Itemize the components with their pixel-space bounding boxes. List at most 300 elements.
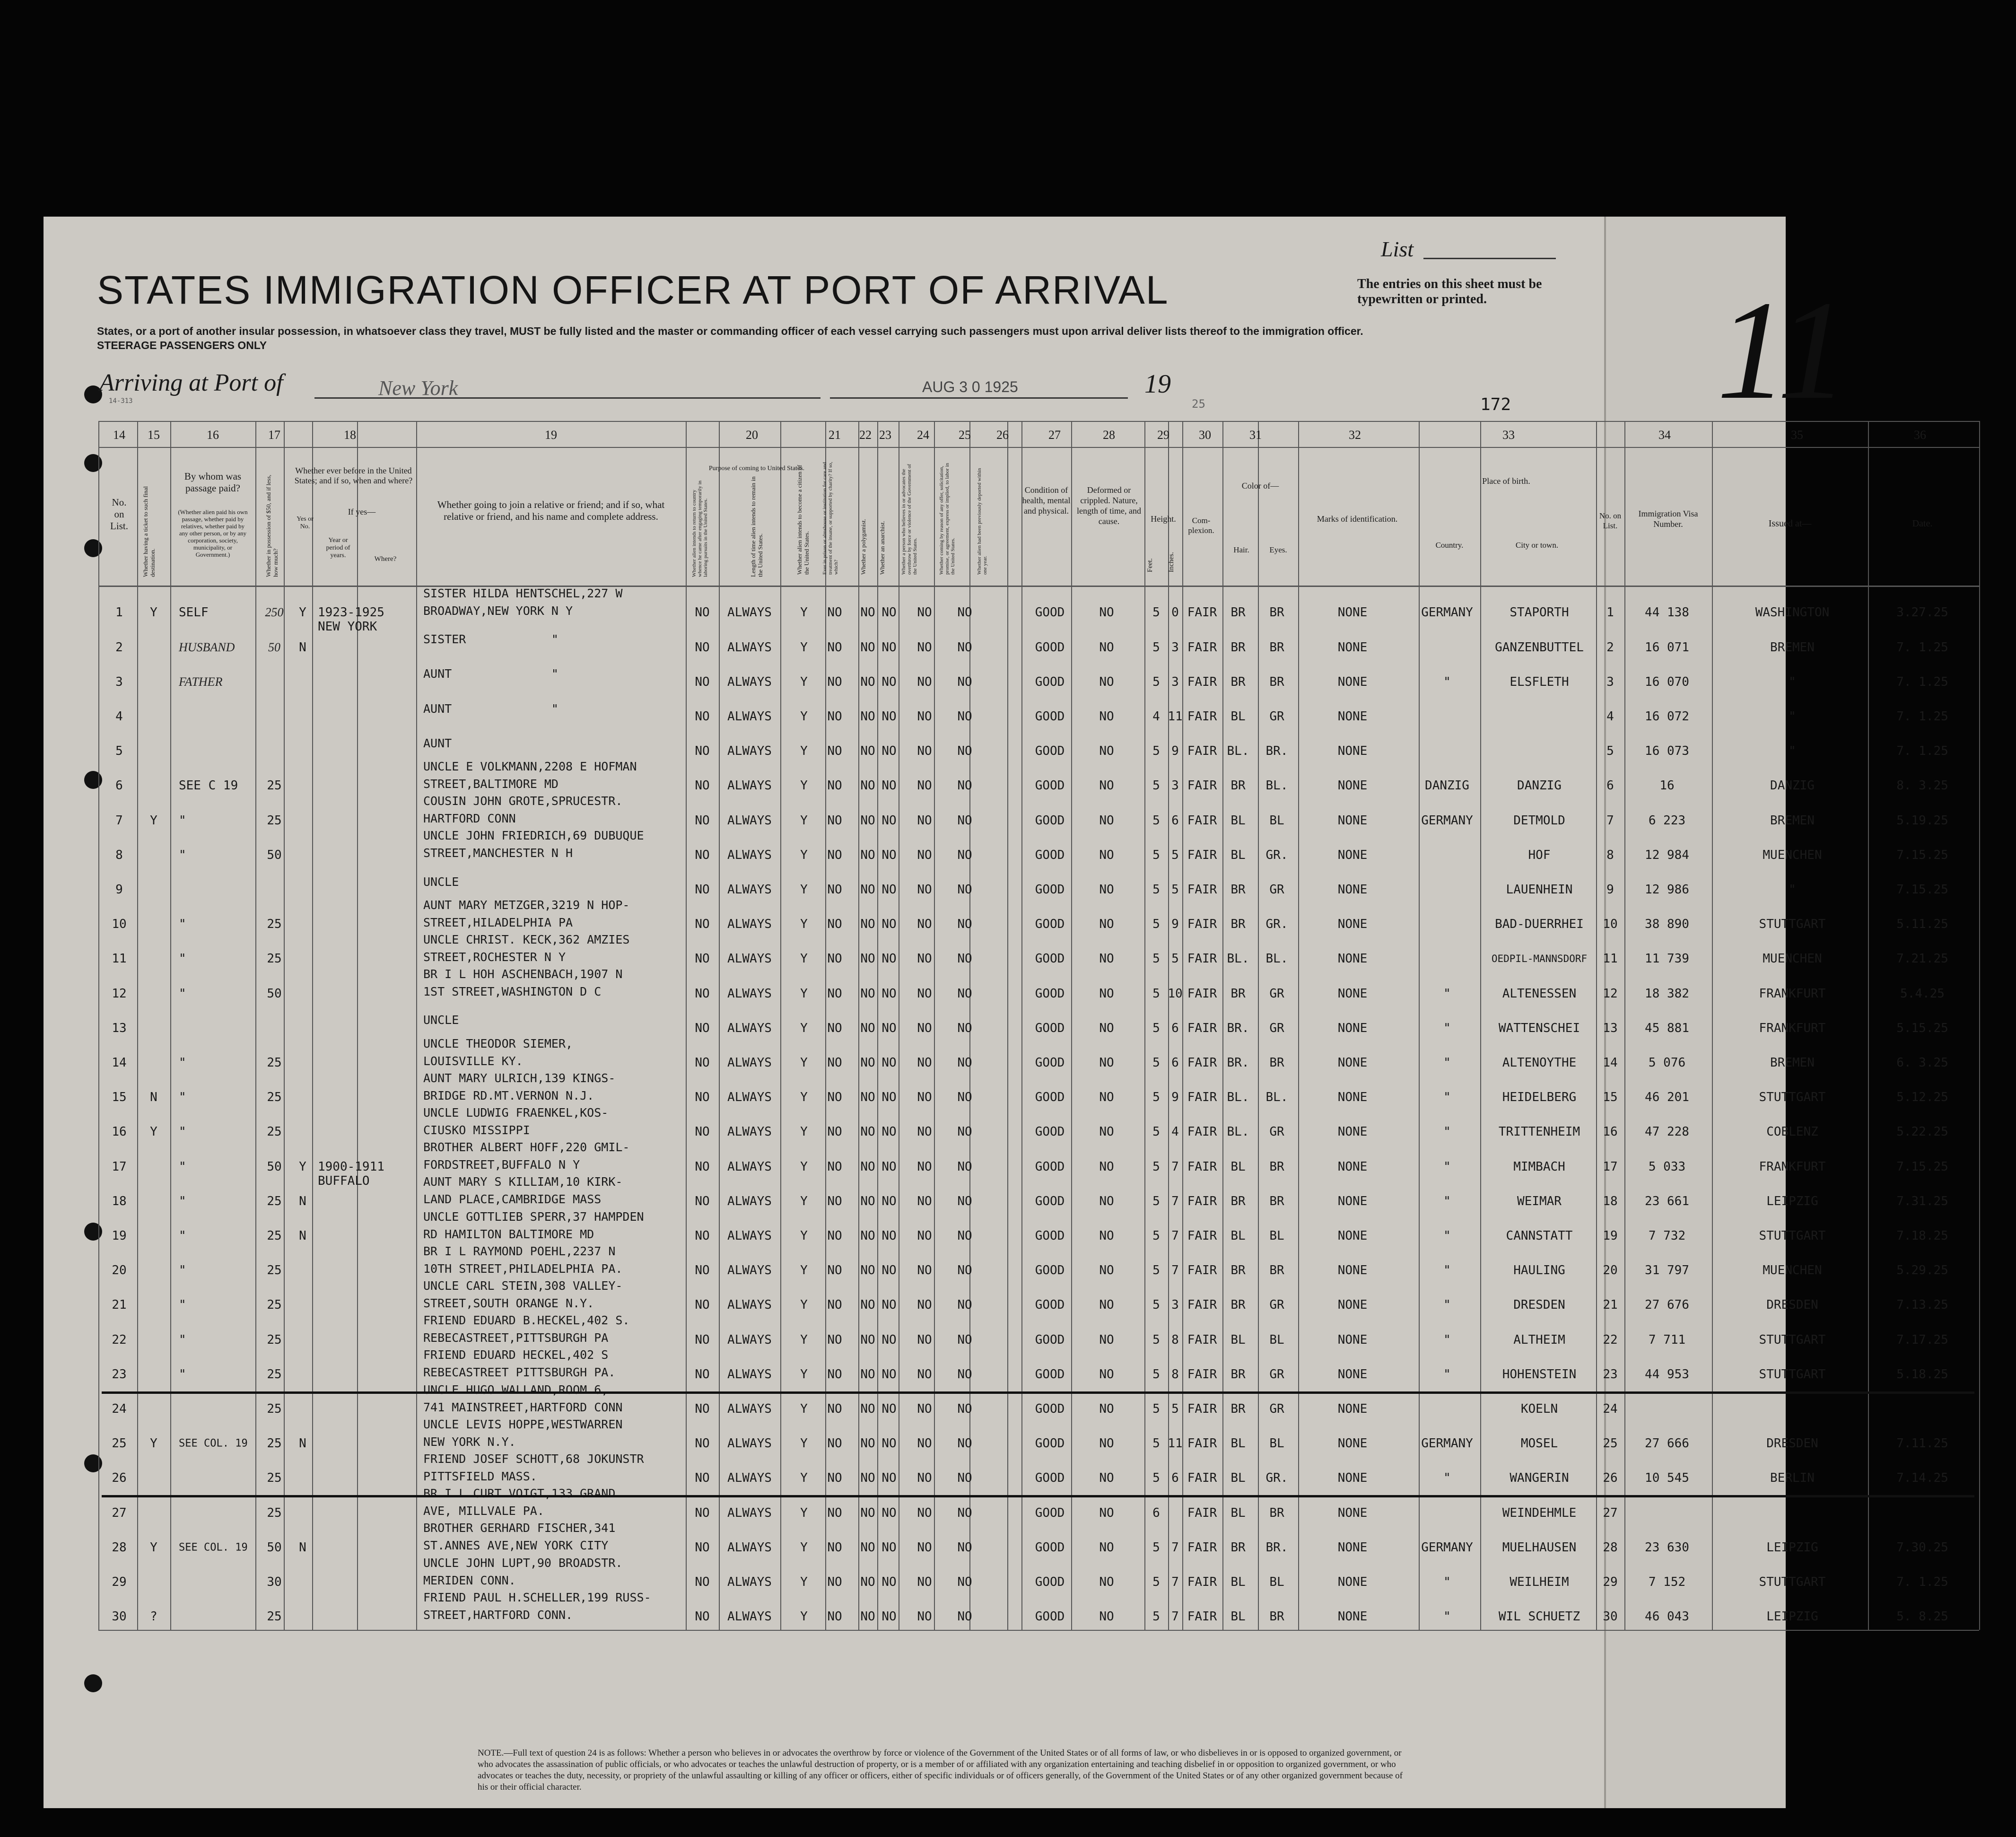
cell-p26: NO xyxy=(957,640,972,655)
form-number: 14-313 xyxy=(109,397,133,405)
cell-hair: BR xyxy=(1231,882,1246,897)
cell-list2: 10 xyxy=(1603,917,1618,932)
cell-p20a: NO xyxy=(695,1298,710,1312)
cell-list2: 14 xyxy=(1603,1055,1618,1070)
cell-p20b: ALWAYS xyxy=(727,1540,772,1555)
cell-p22: NO xyxy=(827,605,842,620)
cell-city: ALTHEIM xyxy=(1513,1332,1565,1347)
cell-joining-line: BROTHER ALBERT HOFF,220 GMIL- xyxy=(423,1140,630,1155)
cell-p21: Y xyxy=(800,1298,808,1312)
cell-city: BAD-DUERRHEI xyxy=(1495,917,1584,932)
cell-hair: BR xyxy=(1231,674,1246,689)
cell-city: MOSEL xyxy=(1520,1436,1558,1451)
cell-marks: NONE xyxy=(1337,1055,1368,1070)
cell-paid: " xyxy=(179,848,186,862)
cell-condition: GOOD xyxy=(1035,1575,1065,1589)
cell-list2: 3 xyxy=(1606,674,1614,689)
cell-issued: STUTTGART xyxy=(1759,1090,1826,1105)
cell-p25: NO xyxy=(917,1021,932,1035)
cell-p20b: ALWAYS xyxy=(727,1125,772,1139)
column-number: 31 xyxy=(1249,428,1262,442)
cell-complexion: FAIR xyxy=(1187,1125,1217,1139)
cell-country: " xyxy=(1443,1367,1451,1382)
cell-before: N xyxy=(299,1436,306,1451)
column-number: 20 xyxy=(746,428,758,442)
cell-no: 20 xyxy=(112,1263,127,1278)
column-rule xyxy=(170,421,171,1630)
cell-p21: Y xyxy=(800,1471,808,1486)
cell-country: GERMANY xyxy=(1421,813,1473,828)
cell-visa: 7 152 xyxy=(1648,1575,1686,1589)
cell-deformed: NO xyxy=(1099,1332,1114,1347)
cell-issued: STUTTGART xyxy=(1759,1228,1826,1243)
cell-condition: GOOD xyxy=(1035,848,1065,862)
cell-visa: 5 033 xyxy=(1648,1159,1686,1174)
cell-p20a: NO xyxy=(695,1436,710,1451)
cell-p26: NO xyxy=(957,1540,972,1555)
cell-city: WATTENSCHEI xyxy=(1498,1021,1580,1035)
cell-joining-line: AUNT " xyxy=(423,701,559,716)
binder-hole xyxy=(84,771,102,789)
column-number: 15 xyxy=(148,428,160,442)
cell-city: WANGERIN xyxy=(1510,1471,1569,1486)
cell-country: " xyxy=(1443,1228,1451,1243)
cell-date: 7.31.25 xyxy=(1896,1194,1948,1208)
hdr-yes-no: Yes or No. xyxy=(297,516,314,530)
cell-p20a: NO xyxy=(695,1263,710,1278)
cell-feet: 4 xyxy=(1152,709,1160,724)
cell-condition: GOOD xyxy=(1035,1194,1065,1208)
cell-joining-line: FRIEND EDUARD B.HECKEL,402 S. xyxy=(423,1313,630,1328)
cell-p26: NO xyxy=(957,674,972,689)
cell-money: 50 xyxy=(267,848,282,862)
cell-date: 7. 1.25 xyxy=(1896,674,1948,689)
cell-issued: DANZIG xyxy=(1770,779,1815,793)
cell-issued: STUTTGART xyxy=(1759,1575,1826,1589)
cell-condition: GOOD xyxy=(1035,917,1065,932)
cell-feet: 5 xyxy=(1152,605,1160,620)
cell-p20a: NO xyxy=(695,1228,710,1243)
cell-joining-line: BR I L CURT VOIGT,133 GRAND xyxy=(423,1487,616,1501)
cell-money: 30 xyxy=(267,1575,282,1589)
column-number: 26 xyxy=(996,428,1009,442)
cell-p20b: ALWAYS xyxy=(727,1194,772,1208)
cell-deformed: NO xyxy=(1099,1090,1114,1105)
cell-money: 25 xyxy=(267,779,282,793)
cell-deformed: NO xyxy=(1099,1298,1114,1312)
cell-visa: 27 666 xyxy=(1645,1436,1689,1451)
cell-complexion: FAIR xyxy=(1187,744,1217,759)
cell-country: DANZIG xyxy=(1425,779,1469,793)
cell-country: " xyxy=(1443,1575,1451,1589)
cell-marks: NONE xyxy=(1337,1021,1368,1035)
cell-condition: GOOD xyxy=(1035,1540,1065,1555)
cell-p20a: NO xyxy=(695,882,710,897)
cell-joining-line: STREET,ROCHESTER N Y xyxy=(423,950,566,964)
cell-money: 25 xyxy=(267,1194,282,1208)
cell-joining-line: BR I L HOH ASCHENBACH,1907 N xyxy=(423,967,623,981)
cell-joining-line: HARTFORD CONN xyxy=(423,812,516,826)
port-value: New York xyxy=(378,376,458,400)
cell-eyes: BR. xyxy=(1265,1540,1288,1555)
cell-visa: 7 732 xyxy=(1648,1228,1686,1243)
cell-p20b: ALWAYS xyxy=(727,744,772,759)
cell-p24: NO xyxy=(881,1263,897,1278)
cell-visa: 44 953 xyxy=(1645,1367,1689,1382)
cell-p23: NO xyxy=(860,917,875,932)
cell-p21: Y xyxy=(800,709,808,724)
cell-eyes: GR. xyxy=(1265,917,1288,932)
cell-p21: Y xyxy=(800,1401,808,1416)
cell-joining-line: UNCLE GOTTLIEB SPERR,37 HAMPDEN xyxy=(423,1209,644,1224)
cell-issued: STUTTGART xyxy=(1759,1332,1826,1347)
cell-p21: Y xyxy=(800,1263,808,1278)
cell-marks: NONE xyxy=(1337,1367,1368,1382)
cell-p22: NO xyxy=(827,1436,842,1451)
cell-issued: " xyxy=(1789,709,1796,724)
cell-inches: 6 xyxy=(1171,1471,1179,1486)
cell-feet: 5 xyxy=(1152,1298,1160,1312)
cell-money: 25 xyxy=(267,952,282,966)
column-rule xyxy=(1596,421,1597,1630)
column-number: 29 xyxy=(1157,428,1169,442)
cell-date: 5.11.25 xyxy=(1896,917,1948,932)
cell-list2: 8 xyxy=(1606,848,1614,862)
cell-joining-line: UNCLE JOHN LUPT,90 BROADSTR. xyxy=(423,1556,623,1570)
cell-money: 50 xyxy=(267,1540,282,1555)
column-rule xyxy=(1419,421,1420,1630)
cell-p21: Y xyxy=(800,1021,808,1035)
cell-p25: NO xyxy=(917,640,932,655)
list-line xyxy=(1423,258,1556,259)
cell-eyes: BR xyxy=(1269,1194,1284,1208)
column-number: 34 xyxy=(1658,428,1671,442)
cell-hair: BR xyxy=(1231,779,1246,793)
cell-city: CANNSTATT xyxy=(1506,1228,1573,1243)
cell-p23: NO xyxy=(860,1332,875,1347)
year-prefix: 19 xyxy=(1144,369,1171,399)
cell-marks: NONE xyxy=(1337,848,1368,862)
cell-no: 7 xyxy=(115,813,123,828)
cell-money: 50 xyxy=(268,640,280,654)
cell-p20b: ALWAYS xyxy=(727,709,772,724)
cell-paid: SEE C 19 xyxy=(179,779,238,793)
cell-p20b: ALWAYS xyxy=(727,1055,772,1070)
cell-joining-line: UNCLE LUDWIG FRAENKEL,KOS- xyxy=(423,1106,609,1120)
cell-p22: NO xyxy=(827,1610,842,1624)
cell-joining-line: AUNT xyxy=(423,736,452,750)
cell-deformed: NO xyxy=(1099,709,1114,724)
cell-condition: GOOD xyxy=(1035,1332,1065,1347)
cell-p23: NO xyxy=(860,882,875,897)
cell-hair: BL xyxy=(1231,1575,1246,1589)
cell-issued: DRESDEN xyxy=(1766,1298,1818,1312)
cell-deformed: NO xyxy=(1099,1471,1114,1486)
cell-deformed: NO xyxy=(1099,640,1114,655)
column-number: 28 xyxy=(1103,428,1115,442)
cell-p23: NO xyxy=(860,640,875,655)
cell-country: " xyxy=(1443,1471,1451,1486)
cell-paid: " xyxy=(179,1298,186,1312)
cell-joining-line: SISTER HILDA HENTSCHEL,227 W xyxy=(423,586,623,600)
cell-p26: NO xyxy=(957,1367,972,1382)
cell-condition: GOOD xyxy=(1035,779,1065,793)
cell-deformed: NO xyxy=(1099,1194,1114,1208)
cell-p23: NO xyxy=(860,1540,875,1555)
cell-joining-line: COUSIN JOHN GROTE,SPRUCESTR. xyxy=(423,794,623,808)
cell-p20a: NO xyxy=(695,1194,710,1208)
cell-p24: NO xyxy=(881,986,897,1001)
cell-p22: NO xyxy=(827,882,842,897)
cell-p20a: NO xyxy=(695,605,710,620)
cell-condition: GOOD xyxy=(1035,952,1065,966)
cell-joining-line: LAND PLACE,CAMBRIDGE MASS xyxy=(423,1192,602,1207)
cell-no: 13 xyxy=(112,1021,127,1035)
cell-feet: 5 xyxy=(1152,674,1160,689)
cell-p26: NO xyxy=(957,1125,972,1139)
cell-deformed: NO xyxy=(1099,1505,1114,1520)
cell-city: HOF xyxy=(1528,848,1551,862)
cell-deformed: NO xyxy=(1099,1263,1114,1278)
cell-city: MIMBACH xyxy=(1513,1159,1565,1174)
cell-deformed: NO xyxy=(1099,1540,1114,1555)
cell-date: 7.17.25 xyxy=(1896,1332,1948,1347)
column-rule xyxy=(877,421,878,1630)
column-rule xyxy=(1144,421,1145,1630)
cell-city: ELSFLETH xyxy=(1510,674,1569,689)
hdr-q24: Whether a person who believes in or advocates the overthrow by force or violence of the Government of the United States. xyxy=(901,464,918,575)
hdr-anarchist: Whether an anarchist. xyxy=(879,521,886,575)
cell-date: 5.18.25 xyxy=(1896,1367,1948,1382)
column-number: 16 xyxy=(207,428,219,442)
cell-hair: BR xyxy=(1231,917,1246,932)
cell-p20a: NO xyxy=(695,986,710,1001)
cell-p20a: NO xyxy=(695,674,710,689)
cell-p20a: NO xyxy=(695,744,710,759)
manifest-sheet xyxy=(44,217,1784,1808)
column-rule xyxy=(1480,421,1481,1630)
cell-p24: NO xyxy=(881,1610,897,1624)
cell-p20b: ALWAYS xyxy=(727,1367,772,1382)
cell-p21: Y xyxy=(800,952,808,966)
cell-paid: " xyxy=(179,917,186,932)
cell-p20a: NO xyxy=(695,917,710,932)
cell-joining-line: BR I L RAYMOND POEHL,2237 N xyxy=(423,1244,616,1258)
cell-feet: 5 xyxy=(1152,1332,1160,1347)
cell-feet: 5 xyxy=(1152,640,1160,655)
cell-p22: NO xyxy=(827,1505,842,1520)
cell-visa: 16 071 xyxy=(1645,640,1689,655)
cell-joining-line: STREET,HILADELPHIA PA xyxy=(423,915,573,929)
cell-money: 25 xyxy=(267,1610,282,1624)
cell-hair: BL xyxy=(1231,1159,1246,1174)
cell-feet: 5 xyxy=(1152,1090,1160,1105)
cell-ticket: Y xyxy=(150,1540,157,1555)
cell-condition: GOOD xyxy=(1035,1090,1065,1105)
cell-complexion: FAIR xyxy=(1187,779,1217,793)
cell-p20a: NO xyxy=(695,1055,710,1070)
cell-visa: 23 661 xyxy=(1645,1194,1689,1208)
cell-deformed: NO xyxy=(1099,917,1114,932)
cell-p22: NO xyxy=(827,1298,842,1312)
cell-years: 1923-1925 xyxy=(318,605,384,620)
hdr-before-us: Whether ever before in the United States; and if so, when and where? xyxy=(294,466,413,485)
cell-issued: STUTTGART xyxy=(1759,1367,1826,1382)
cell-issued: LEIPZIG xyxy=(1766,1194,1818,1208)
cell-hair: BL xyxy=(1231,1610,1246,1624)
cell-no: 22 xyxy=(112,1332,127,1347)
cell-p23: NO xyxy=(860,1575,875,1589)
cell-paid: SEE COL. 19 xyxy=(179,1541,248,1554)
cell-p20b: ALWAYS xyxy=(727,1610,772,1624)
cell-joining-line: REBECASTREET PITTSBURGH PA. xyxy=(423,1365,616,1380)
cell-feet: 5 xyxy=(1152,952,1160,966)
cell-p21: Y xyxy=(800,779,808,793)
cell-p25: NO xyxy=(917,1298,932,1312)
cell-joining-line: BROTHER GERHARD FISCHER,341 xyxy=(423,1521,616,1535)
cell-p20a: NO xyxy=(695,952,710,966)
cell-marks: NONE xyxy=(1337,1159,1368,1174)
column-rule xyxy=(1021,421,1022,1630)
cell-issued: MUENCHEN xyxy=(1763,1263,1822,1278)
hdr-joining: Whether going to join a relative or friend; and if so, what relative or friend, and his name and complete address. xyxy=(437,499,665,522)
cell-p20b: ALWAYS xyxy=(727,1021,772,1035)
cell-p20a: NO xyxy=(695,1332,710,1347)
cell-no: 27 xyxy=(112,1505,127,1520)
cell-hair: BL xyxy=(1231,1471,1246,1486)
column-rule xyxy=(858,421,859,1630)
cell-money: 25 xyxy=(267,1436,282,1451)
cell-hair: BR xyxy=(1231,1298,1246,1312)
column-rule xyxy=(719,421,720,1630)
cell-complexion: FAIR xyxy=(1187,848,1217,862)
cell-p25: NO xyxy=(917,813,932,828)
cell-p25: NO xyxy=(917,917,932,932)
column-rule xyxy=(416,421,417,1630)
cell-money: 25 xyxy=(267,1090,282,1105)
cell-visa: 12 986 xyxy=(1645,882,1689,897)
cell-eyes: GR xyxy=(1269,1298,1284,1312)
cell-p20a: NO xyxy=(695,813,710,828)
cell-no: 2 xyxy=(115,640,123,655)
cell-eyes: BL xyxy=(1269,1436,1284,1451)
cell-list2: 15 xyxy=(1603,1090,1618,1105)
column-number: 35 xyxy=(1791,428,1803,442)
cell-joining-line: NEW YORK N.Y. xyxy=(423,1435,516,1449)
cell-p20a: NO xyxy=(695,1125,710,1139)
cell-p20b: ALWAYS xyxy=(727,1332,772,1347)
cell-list2: 12 xyxy=(1603,986,1618,1001)
cell-p21: Y xyxy=(800,813,808,828)
cell-p22: NO xyxy=(827,1159,842,1174)
cell-paid: SEE COL. 19 xyxy=(179,1437,248,1450)
cell-p21: Y xyxy=(800,1436,808,1451)
cell-complexion: FAIR xyxy=(1187,986,1217,1001)
cell-list2: 24 xyxy=(1603,1401,1618,1416)
hdr-paid-by-note: (Whether alien paid his own passage, whether paid by relatives, whether paid by any other person, or by any corporation, society, municipality, or Government.) xyxy=(178,508,248,558)
cell-p26: NO xyxy=(957,1194,972,1208)
cell-p25: NO xyxy=(917,1401,932,1416)
cell-money: 25 xyxy=(267,1332,282,1347)
cell-p22: NO xyxy=(827,1228,842,1243)
hdr-height: Height. xyxy=(1151,514,1176,524)
cell-p26: NO xyxy=(957,744,972,759)
cell-p25: NO xyxy=(917,952,932,966)
steerage-label: STEERAGE PASSENGERS ONLY xyxy=(97,339,267,351)
cell-p25: NO xyxy=(917,1540,932,1555)
cell-money: 25 xyxy=(267,917,282,932)
hdr-no-on-list-2: No. on List. xyxy=(1599,511,1622,530)
cell-visa: 16 072 xyxy=(1645,709,1689,724)
cell-issued: FRANKFURT xyxy=(1759,986,1826,1001)
binder-hole xyxy=(84,1223,102,1241)
cell-p21: Y xyxy=(800,986,808,1001)
cell-date: 5.15.25 xyxy=(1896,1021,1948,1035)
cell-date: 7.15.25 xyxy=(1896,1159,1948,1174)
cell-date: 8. 3.25 xyxy=(1896,779,1948,793)
cell-p24: NO xyxy=(881,744,897,759)
cell-country: GERMANY xyxy=(1421,1436,1473,1451)
cell-marks: NONE xyxy=(1337,779,1368,793)
cell-p25: NO xyxy=(917,709,932,724)
cell-p23: NO xyxy=(860,1401,875,1416)
cell-visa: 16 073 xyxy=(1645,744,1689,759)
cell-p25: NO xyxy=(917,1575,932,1589)
cell-inches: 4 xyxy=(1171,1125,1179,1139)
cell-issued: " xyxy=(1789,744,1796,759)
cell-condition: GOOD xyxy=(1035,986,1065,1001)
cell-p25: NO xyxy=(917,1055,932,1070)
cell-p25: NO xyxy=(917,1125,932,1139)
cell-list2: 13 xyxy=(1603,1021,1618,1035)
cell-p24: NO xyxy=(881,1367,897,1382)
cell-p22: NO xyxy=(827,917,842,932)
list-label: List xyxy=(1381,237,1414,261)
cell-no: 23 xyxy=(112,1367,127,1382)
cell-deformed: NO xyxy=(1099,882,1114,897)
cell-p24: NO xyxy=(881,917,897,932)
binder-hole xyxy=(84,1454,102,1472)
cell-p25: NO xyxy=(917,848,932,862)
column-rule xyxy=(1868,421,1869,1630)
cell-p26: NO xyxy=(957,1159,972,1174)
cell-deformed: NO xyxy=(1099,674,1114,689)
cell-p21: Y xyxy=(800,674,808,689)
cell-visa: 44 138 xyxy=(1645,605,1689,620)
column-rule xyxy=(780,421,781,1630)
cell-p23: NO xyxy=(860,1610,875,1624)
cell-p20b: ALWAYS xyxy=(727,605,772,620)
hdr-color-of: Color of— xyxy=(1241,481,1279,490)
cell-p25: NO xyxy=(917,605,932,620)
cell-hair: BL xyxy=(1231,813,1246,828)
cell-p24: NO xyxy=(881,813,897,828)
entries-note: The entries on this sheet must be typewritten or printed. xyxy=(1357,277,1542,306)
cell-joining-line: FRIEND JOSEF SCHOTT,68 JOKUNSTR xyxy=(423,1452,644,1466)
cell-p21: Y xyxy=(800,1159,808,1174)
cell-inches: 7 xyxy=(1171,1575,1179,1589)
cell-inches: 3 xyxy=(1171,1298,1179,1312)
cell-p22: NO xyxy=(827,1263,842,1278)
cell-eyes: GR xyxy=(1269,1367,1284,1382)
cell-p26: NO xyxy=(957,1055,972,1070)
cell-no: 26 xyxy=(112,1471,127,1486)
cell-eyes: BL xyxy=(1269,1575,1284,1589)
cell-condition: GOOD xyxy=(1035,1401,1065,1416)
column-rule xyxy=(686,421,687,1630)
cell-no: 3 xyxy=(115,674,123,689)
cell-p20a: NO xyxy=(695,779,710,793)
